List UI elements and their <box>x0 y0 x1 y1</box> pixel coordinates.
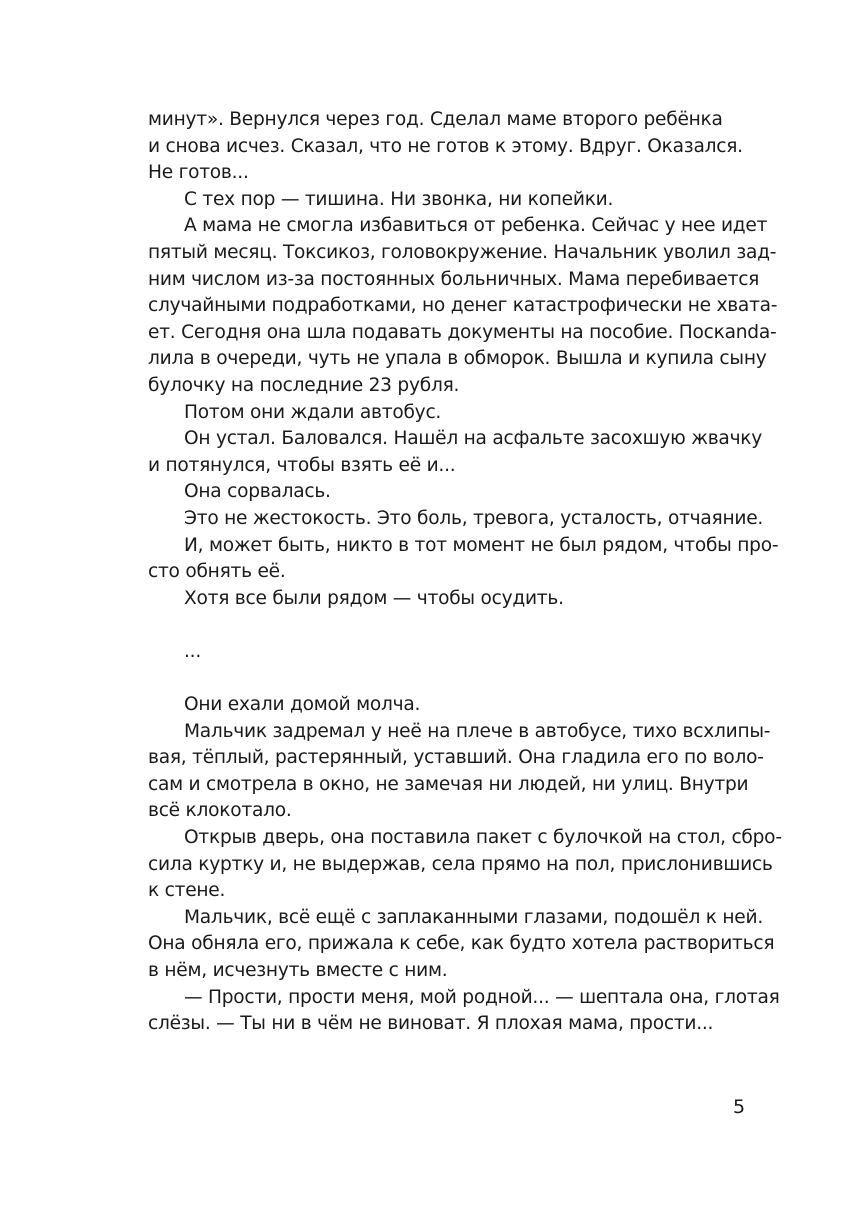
text-line: Мальчик, всё ещё с заплаканными глазами, подошёл к ней. <box>184 906 763 928</box>
text-line: Он устал. Баловался. Нашёл на асфальте засохшую жвачку <box>184 428 763 450</box>
blank-line <box>148 665 748 692</box>
text-line: Хотя все были рядом — чтобы осудить. <box>184 587 564 609</box>
text-line: вая, тёплый, растерянный, уставший. Она гладила его по воло- <box>148 747 764 769</box>
text-line: и потянулся, чтобы взять её и... <box>148 454 456 476</box>
text-line: Она обняла его, прижала к себе, как будто хотела раствориться <box>148 933 775 955</box>
page-number: 5 <box>733 1096 746 1118</box>
text-line: сам и смотрела в окно, не замечая ни людей, ни улиц. Внутри <box>148 773 749 795</box>
text-line: ним числом из-за постоянных больничных. Мама перебивается <box>148 268 760 290</box>
text-line: сила куртку и, не выдержав, села прямо на пол, прислонившись <box>148 853 773 875</box>
text-line: ет. Сегодня она шла подавать документы на пособие. Поскanda- <box>148 321 777 343</box>
body-text <box>148 107 782 1038</box>
text-line: минут». Вернулся через год. Сделал маме второго ребёнка <box>148 109 723 130</box>
text-line: булочку на последние 23 рубля. <box>148 374 460 396</box>
text-line: Она сорвалась. <box>184 481 331 503</box>
text-line: в нём, исчезнуть вместе с ним. <box>148 960 448 981</box>
section-break: ... <box>184 640 201 662</box>
text-line: к стене. <box>148 880 226 902</box>
text-line: Открыв дверь, она поставила пакет с булочкой на стол, сбро- <box>184 827 782 849</box>
text-line: Это не жестокость. Это боль, тревога, усталость, отчаяние. <box>184 507 764 529</box>
text-line: И, может быть, никто в тот момент не был рядом, чтобы про- <box>184 534 779 556</box>
text-line: лила в очереди, чуть не упала в обморок. Вышла и купила сыну <box>148 348 767 370</box>
text-line: А мама не смогла избавиться от ребенка. Сейчас у нее идет <box>184 215 768 237</box>
text-line: Мальчик задремал у неё на плече в автобусе, тихо всхлипы- <box>184 720 771 742</box>
text-line: слёзы. — Ты ни в чём не виноват. Я плохая мама, прости... <box>148 1013 714 1035</box>
text-line: Они ехали домой молча. <box>184 694 421 716</box>
blank-line <box>148 612 748 639</box>
text-line: сто обнять её. <box>148 561 286 583</box>
text-line: всё клокотало. <box>148 800 292 822</box>
text-line: случайными подработками, но денег катастрофически не хвата- <box>148 295 778 317</box>
text-line: С тех пор — тишина. Ни звонка, ни копейки. <box>184 188 614 210</box>
text-line: Потом они ждали автобус. <box>184 401 442 423</box>
text-line: — Прости, прости меня, мой родной... — шептала она, глотая <box>184 986 780 1008</box>
text-line: пятый месяц. Токсикоз, головокружение. Начальник уволил зад- <box>148 241 777 263</box>
text-line: и снова исчез. Сказал, что не готов к этому. Вдруг. Оказался. <box>148 135 743 157</box>
text-line: Не готов... <box>148 162 249 184</box>
